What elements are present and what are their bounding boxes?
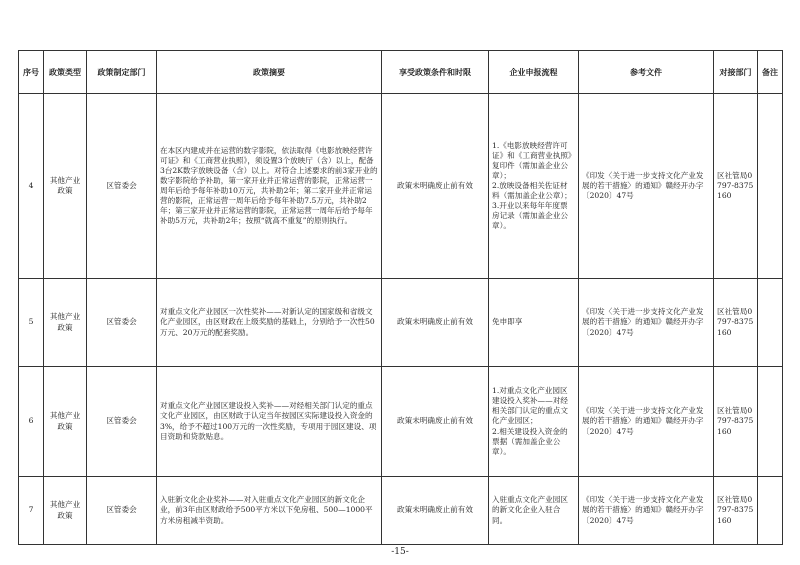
- header-row: [19, 51, 783, 94]
- header-reference: 参考文件: [579, 51, 714, 94]
- table-row: [19, 367, 783, 477]
- row-summary: 入驻新文化企业奖补——对入驻重点文化产业园区的新文化企业，前3年由区财政给予500平方米以下免房租、500—1000平方米房租减半资助。: [157, 477, 382, 545]
- header-condition: 享受政策条件和时限: [382, 51, 489, 94]
- table-row: [19, 477, 783, 545]
- row-summary: 对重点文化产业园区建设投入奖补——对经相关部门认定的重点文化产业园区，由区财政于认定当年按园区实际建设投入资金的3%，给予不超过100万元的一次性奖励，专项用于园区建设、项目资助和贷款贴息。: [157, 367, 382, 477]
- row-process: 免申即享: [489, 279, 579, 367]
- header-policy-dept: 政策制定部门: [87, 51, 157, 94]
- row-condition: 政策未明确废止前有效: [382, 279, 489, 367]
- header-contact: 对接部门: [714, 51, 758, 94]
- row-condition: 政策未明确废止前有效: [382, 94, 489, 279]
- row-type: 其他产业政策: [44, 279, 87, 367]
- row-type: 其他产业政策: [44, 94, 87, 279]
- row-index: 5: [19, 279, 44, 367]
- row-index: 6: [19, 367, 44, 477]
- row-contact: 区社管局0797-8375160: [714, 279, 758, 367]
- row-process: 入驻重点文化产业园区的新文化企业入驻合同。: [489, 477, 579, 545]
- row-index: 4: [19, 94, 44, 279]
- header-process: 企业申报流程: [489, 51, 579, 94]
- row-dept: 区管委会: [87, 477, 157, 545]
- row-dept: 区管委会: [87, 279, 157, 367]
- row-condition: 政策未明确废止前有效: [382, 367, 489, 477]
- row-reference: 《印发〈关于进一步支持文化产业发展的若干措施〉的通知》赣经开办字〔2020〕47号: [579, 279, 714, 367]
- row-type: 其他产业政策: [44, 477, 87, 545]
- header-policy-type: 政策类型: [44, 51, 87, 94]
- header-remark: 备注: [758, 51, 783, 94]
- header-summary: 政策摘要: [157, 51, 382, 94]
- row-process: 1.《电影放映经营许可证》和《工商营业执照》复印件（需加盖企业公章）； 2.放映设备相关佐证材料（需加盖企业公章）； 3.开业以来每年年度票房记录（需加盖企业公章）。: [489, 94, 579, 279]
- table-row: [19, 279, 783, 367]
- row-dept: 区管委会: [87, 367, 157, 477]
- row-contact: 区社管局0797-8375160: [714, 367, 758, 477]
- row-summary: 在本区内建成并在运营的数字影院，依法取得《电影放映经营许可证》和《工商营业执照》，须设置3个放映厅（含）以上，配备3台2K数字放映设备（含）以上。对符合上述要求的前3家开业的数字影院给予补助，第一家开业并正常运营的影院，正常运营一周年后给予每年补助10万元，共补助2年；第二家开业并正常运营的影院，正常运营一周年后给予每年补助7.5万元，共补助2年；第三家开业并正常运营的影院，正常运营一周年后给予每年补助5万元，共补助2年；按照“就高不重复”的原则执行。: [157, 94, 382, 279]
- row-summary: 对重点文化产业园区一次性奖补——对新认定的国家级和省级文化产业园区，由区财政在上级奖励的基础上，分别给予一次性50万元、20万元的配套奖励。: [157, 279, 382, 367]
- row-remark: [758, 477, 783, 545]
- row-reference: 《印发〈关于进一步支持文化产业发展的若干措施〉的通知》赣经开办字〔2020〕47号: [579, 367, 714, 477]
- table-row: [19, 94, 783, 279]
- row-reference: 《印发〈关于进一步支持文化产业发展的若干措施〉的通知》赣经开办字〔2020〕47号: [579, 477, 714, 545]
- row-remark: [758, 279, 783, 367]
- header-index: 序号: [19, 51, 44, 94]
- page-number: -15-: [391, 547, 409, 557]
- policy-table: [18, 50, 783, 545]
- row-index: 7: [19, 477, 44, 545]
- row-process: 1.对重点文化产业园区建设投入奖补——对经相关部门认定的重点文化产业园区； 2.相关建设投入资金的票据（需加盖企业公章）。: [489, 367, 579, 477]
- row-condition: 政策未明确废止前有效: [382, 477, 489, 545]
- row-remark: [758, 367, 783, 477]
- row-type: 其他产业政策: [44, 367, 87, 477]
- row-contact: 区社管局0797-8375160: [714, 94, 758, 279]
- row-reference: 《印发〈关于进一步支持文化产业发展的若干措施〉的通知》赣经开办字〔2020〕47号: [579, 94, 714, 279]
- row-remark: [758, 94, 783, 279]
- row-dept: 区管委会: [87, 94, 157, 279]
- row-contact: 区社管局0797-8375160: [714, 477, 758, 545]
